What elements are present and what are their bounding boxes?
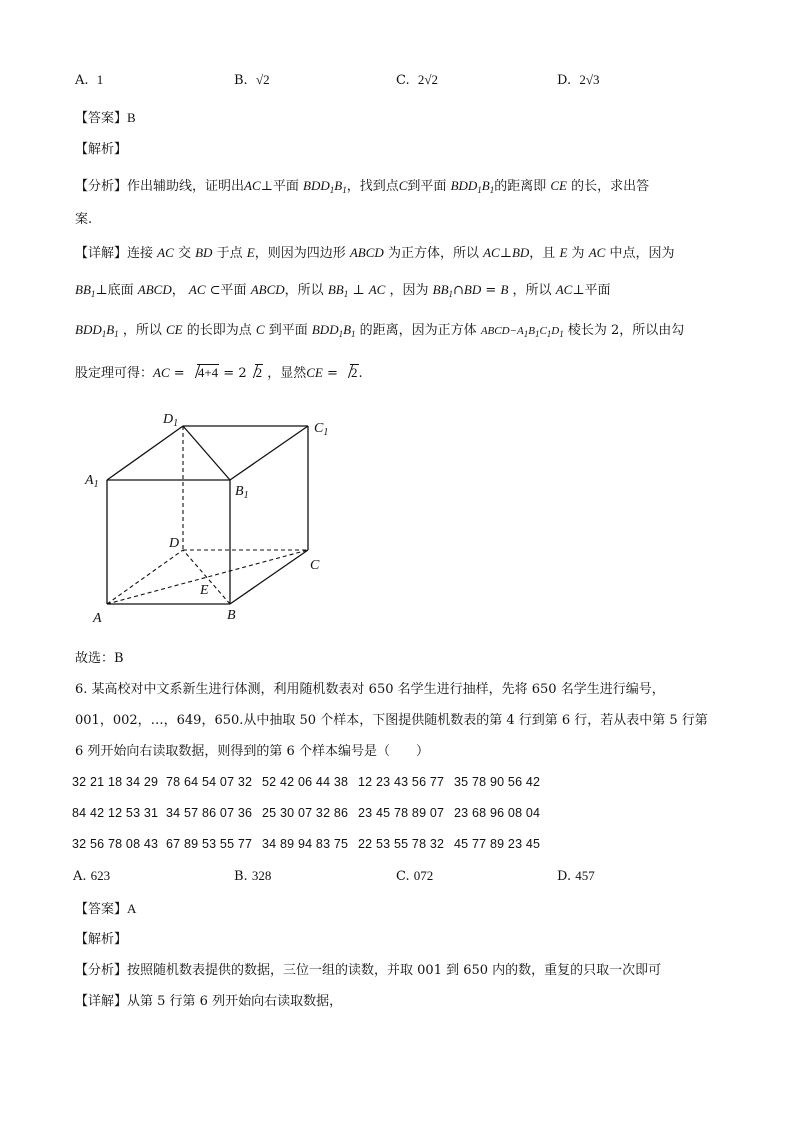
text: 从第 5 行第 6 列开始向右读取数据，: [127, 994, 343, 1009]
text: 001，002，…，649，650.从中抽取 50 个样本，下图提供随机数表的第 4 行到第 6 行，若从表中第 5 行第: [75, 713, 708, 728]
text: 到平面: [407, 179, 447, 194]
option-letter: C.: [396, 73, 410, 88]
analysis-header: 【解析】: [75, 142, 128, 157]
text: ，且: [529, 246, 556, 261]
cube-figure: [80, 405, 340, 635]
option-text: 328: [251, 868, 272, 883]
fenxi-label: 【分析】: [75, 179, 128, 194]
option-text: 623: [90, 868, 111, 883]
option-text: 2√3: [579, 72, 600, 87]
label-c1: $C_1$: [314, 421, 329, 438]
diagonal-d1b1: [183, 426, 230, 480]
answer-label: 【答案】: [75, 111, 128, 126]
option-text: 072: [413, 868, 434, 883]
text: 平面: [584, 283, 611, 298]
option-letter: A.: [73, 869, 87, 884]
q6-fenxi: [75, 961, 661, 981]
q5-detail-line3: $BDD_1B_1$ ，所以 CE 的长即为点 C 到平面 $BDD_1B_1$ 的距离，因为正方体 $ABCD-A_1B_1C_1D_1$ 棱长为 2，所以由勾: [75, 322, 685, 339]
text: 到平面: [268, 323, 308, 338]
text: ，则因为四边形: [254, 246, 346, 261]
text: ，所以: [284, 283, 324, 298]
text: 的长，求出答: [571, 179, 650, 194]
q5-detail-line2: $BB_1\perp$底面 ABCD， AC ⊂平面 ABCD，所以 $BB_1$ ⊥ AC ，因为 $BB_1\cap BD = B$ ，所以 AC⊥平面: [75, 282, 611, 299]
label-b1: $B_1$: [235, 484, 249, 501]
answer-value: A: [127, 901, 137, 916]
text: 作出辅助线，证明出: [127, 179, 245, 194]
text: 的距离，因为正方体: [359, 323, 477, 338]
q5-option-c: [396, 72, 438, 88]
option-text: √2: [255, 72, 270, 87]
hidden-edge-ad: [107, 550, 183, 604]
option-letter: A.: [75, 73, 89, 88]
label-d: D: [169, 536, 180, 551]
table-cell: 67 89 53 55 77: [166, 837, 253, 851]
answer-value: B: [127, 110, 136, 125]
label-d1: $D_1$: [163, 412, 179, 429]
text: 平面: [272, 179, 299, 194]
q5-answer: [75, 108, 136, 129]
text: 的距离即: [494, 179, 547, 194]
option-text: 457: [575, 868, 595, 883]
table-cell: 12 23 43 56 77: [358, 775, 445, 789]
option-letter: D.: [557, 869, 572, 884]
text: 于点: [216, 246, 243, 261]
q6-analysis-header: [75, 930, 127, 950]
text: ，显然: [267, 366, 307, 381]
table-cell: 35 78 90 56 42: [454, 775, 541, 789]
q6-stem-line1: [75, 680, 665, 700]
option-text: 2√2: [417, 72, 439, 87]
text: ，: [171, 283, 185, 298]
q5-analysis-header: [75, 140, 127, 160]
q6-stem-line3: [75, 742, 429, 762]
text: 案.: [75, 212, 93, 227]
label-c: C: [310, 558, 320, 573]
text: .: [358, 366, 363, 381]
q5-option-d: [557, 72, 600, 88]
text: 连接: [127, 246, 154, 261]
table-cell: 25 30 07 32 86: [262, 806, 349, 820]
text: 为正方体，所以: [387, 246, 479, 261]
detail-label: 【详解】: [75, 994, 128, 1009]
edge-bc: [230, 550, 308, 604]
text: 股定理可得：: [75, 366, 154, 381]
label-b: B: [227, 608, 236, 623]
table-cell: 32 21 18 34 29: [72, 775, 159, 789]
fenxi-label: 【分析】: [75, 963, 128, 978]
q5-detail-line1: 【详解】连接 AC 交 BD 于点 E，则因为四边形 ABCD 为正方体，所以 AC⊥BD，且 E 为 AC 中点，因为: [75, 245, 675, 261]
text: 按照随机数表提供的数据，三位一组的读数，并取 001 到 650 内的数，重复的只取一次即可: [127, 963, 662, 978]
table-cell: 34 89 94 83 75: [262, 837, 349, 851]
label-e: E: [200, 583, 209, 598]
text: 交: [177, 246, 191, 261]
label-a1: $A_1$: [85, 473, 99, 490]
text: 中点，因为: [609, 246, 675, 261]
q6-option-d: [557, 868, 595, 884]
option-letter: B.: [234, 73, 248, 88]
table-cell: 22 53 55 78 32: [358, 837, 445, 851]
text: 棱长为 2，所以由勾: [567, 323, 685, 338]
q5-option-b: [234, 72, 270, 88]
option-letter: B.: [234, 869, 248, 884]
table-cell: 23 45 78 89 07: [358, 806, 445, 820]
text: 底面: [107, 283, 134, 298]
text: 6. 某高校对中文系新生进行体测，利用随机数表对 650 名学生进行抽样，先将 650 名学生进行编号，: [75, 682, 665, 697]
option-letter: C.: [396, 869, 410, 884]
table-cell: 23 68 96 08 04: [454, 806, 541, 820]
text: 平面: [220, 283, 247, 298]
text: ，所以: [512, 283, 552, 298]
text: ，找到点: [346, 179, 399, 194]
text: ，所以: [122, 323, 162, 338]
q5-detail-line4: 股定理可得：AC = 4+4 = 2 2 ，显然CE = 2.: [75, 363, 363, 384]
q6-option-c: [396, 868, 433, 884]
detail-label: 【详解】: [75, 246, 128, 261]
option-letter: D.: [557, 73, 572, 88]
table-cell: 78 64 54 07 32: [166, 775, 253, 789]
q6-answer: [75, 899, 136, 920]
q6-stem-line2: [75, 711, 708, 731]
q6-option-b: [234, 868, 271, 884]
answer-label: 【答案】: [75, 902, 128, 917]
table-cell: 45 77 89 23 45: [454, 837, 541, 851]
q6-option-a: [73, 868, 110, 884]
edge-a1d1: [107, 426, 183, 480]
q5-fenxi-line2: [75, 210, 92, 230]
option-text: 1: [96, 72, 104, 87]
text: 的长即为点: [186, 323, 252, 338]
table-cell: 32 56 78 08 43: [72, 837, 159, 851]
table-cell: 34 57 86 07 36: [166, 806, 253, 820]
text: 6 列开始向右读取数据，则得到的第 6 个样本编号是（ ）: [75, 744, 429, 759]
final-choice: 故选：B: [75, 651, 124, 666]
q6-detail: [75, 992, 342, 1012]
q5-option-a: [75, 72, 103, 88]
label-a: A: [93, 611, 102, 626]
q5-fenxi-line1: 【分析】作出辅助线，证明出AC⊥平面 $BDD_1B_1$，找到点C到平面 $BDD_1B_1$的距离即 CE 的长，求出答: [75, 178, 650, 195]
text: ，因为: [389, 283, 429, 298]
text: 为: [571, 246, 585, 261]
edge-b1c1: [230, 426, 308, 480]
q5-final: [75, 649, 124, 669]
table-cell: 52 42 06 44 38: [262, 775, 349, 789]
analysis-header: 【解析】: [75, 932, 128, 947]
table-cell: 84 42 12 53 31: [72, 806, 159, 820]
